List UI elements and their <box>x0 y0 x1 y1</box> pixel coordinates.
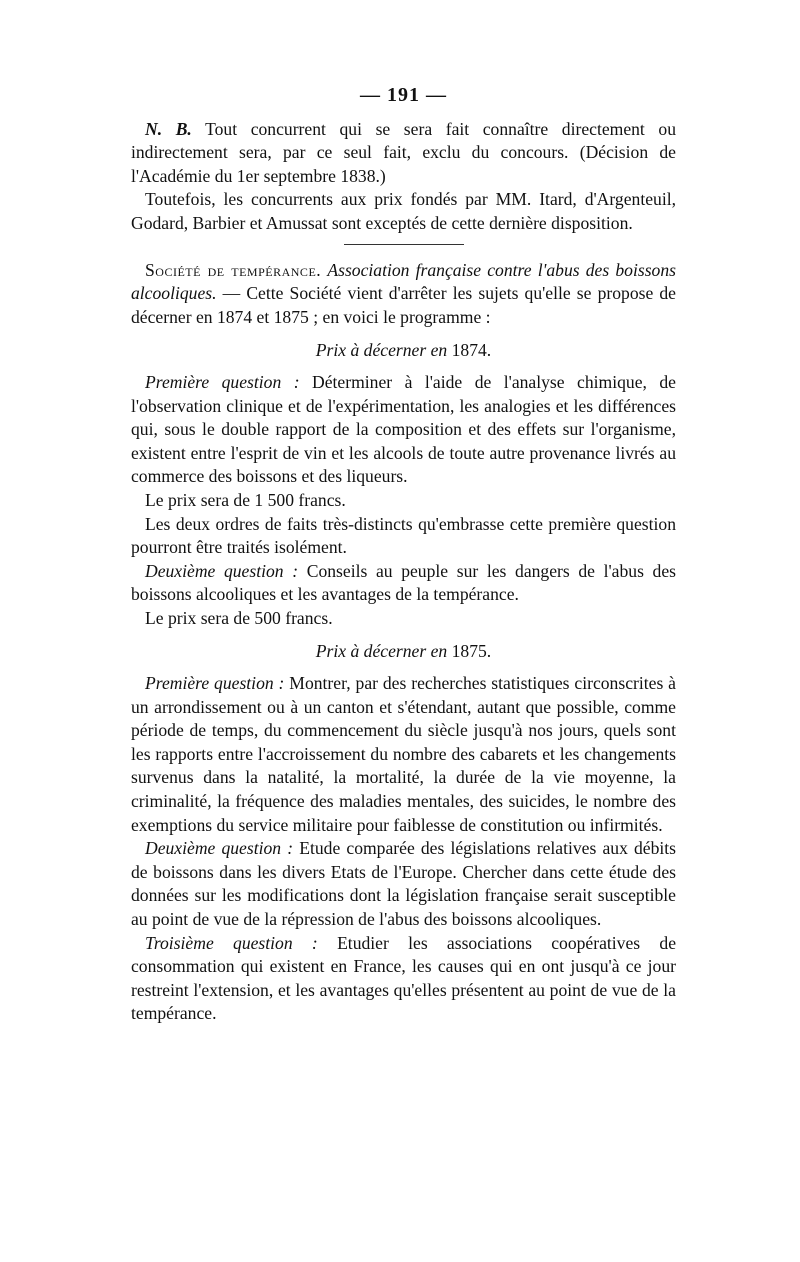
question-text: Montrer, par des recherches statistiques circonscrites à un arrondissement ou à un canton et s'étendant, autant que possible, comme période de temps, du commencement du siècle jusqu'à nos jours, quels sont les rapports entre l'accroissement du nombre des cabarets et les changements survenus dans la natalité, la mortalité, la durée de la vie moyenne, la criminalité, la fréquence des maladies mentales, des suicides, le nombre des exemptions du service militaire pour faiblesse de constitution ou infirmités. <box>131 673 676 835</box>
prize-heading-year: 1875. <box>451 641 492 662</box>
question-1874-2 <box>131 560 676 607</box>
question-text: Déterminer à l'aide de l'analyse chimique, de l'observation clinique et de l'expérimentation, les analogies et les différences qui, sous le double rapport de la composition et des effets sur l'organisme, existent entre l'esprit de vin et les alcools de toute autre provenance livrés au commerce des boissons et des liqueurs. <box>131 371 676 487</box>
prize-heading-1875 <box>131 640 676 664</box>
note-label: N. B. <box>145 118 192 139</box>
society-paragraph <box>131 259 676 330</box>
question-1875-2 <box>131 837 676 931</box>
question-label: Troisième question : <box>145 932 318 953</box>
association-name: Association française contre l'abus des boissons alcooliques. <box>131 259 676 304</box>
question-label: Deuxième question : <box>145 560 299 581</box>
prize-heading-1874 <box>131 339 676 363</box>
prize-amount-1874-2: Le prix sera de 500 francs. <box>145 607 333 628</box>
prize-heading-prefix: Prix à décerner en <box>315 641 448 662</box>
section-divider <box>344 244 464 245</box>
question-label: Deuxième question : <box>145 838 294 859</box>
society-intro: — Cette Société vient d'arrêter les sujets qu'elle se propose de décerner en 1874 et 1875 ; en voici le programme : <box>131 283 676 327</box>
book-page <box>131 84 676 1026</box>
prize-heading-prefix: Prix à décerner en <box>315 340 448 361</box>
prize-heading-year: 1874. <box>451 340 492 361</box>
question-text: Conseils au peuple sur les dangers de l'abus des boissons alcooliques et les avantages de la tempérance. <box>131 560 676 605</box>
question-text: Etude comparée des législations relatives aux débits de boissons dans les divers Etats de l'Europe. Chercher dans cette étude des données sur les modifications dont la législation française serait susceptible au point de vue de la répression de l'abus des boissons alcooliques. <box>131 838 677 929</box>
prize-amount-1874-1: Le prix sera de 1 500 francs. <box>145 489 346 510</box>
page-number: — 191 — <box>360 84 447 106</box>
question-note-1874-1: Les deux ordres de faits très-distincts qu'embrasse cette première question pourront être traités isolément. <box>131 513 676 558</box>
question-1875-3 <box>131 932 676 1026</box>
question-1875-1 <box>131 672 676 837</box>
question-label: Première question : <box>145 371 300 392</box>
note-paragraph <box>131 118 676 189</box>
question-1874-1 <box>131 371 676 489</box>
question-label: Première question : <box>145 673 285 694</box>
note-text: Tout concurrent qui se sera fait connaître directement ou indirectement sera, par ce seul fait, exclu du concours. (Décision de l'Académie du 1er septembre 1838.) <box>131 118 676 186</box>
society-name: Société de tempérance. <box>145 259 322 280</box>
question-text: Etudier les associations coopératives de consommation qui existent en France, les causes qui en ont jusqu'à ce jour restreint l'extension, et les avantages qu'elles présentent au point de vue de la tempérance. <box>131 932 677 1024</box>
exception-paragraph: Toutefois, les concurrents aux prix fondés par MM. Itard, d'Argenteuil, Godard, Barbier et Amussat sont exceptés de cette dernière disposition. <box>131 189 676 233</box>
